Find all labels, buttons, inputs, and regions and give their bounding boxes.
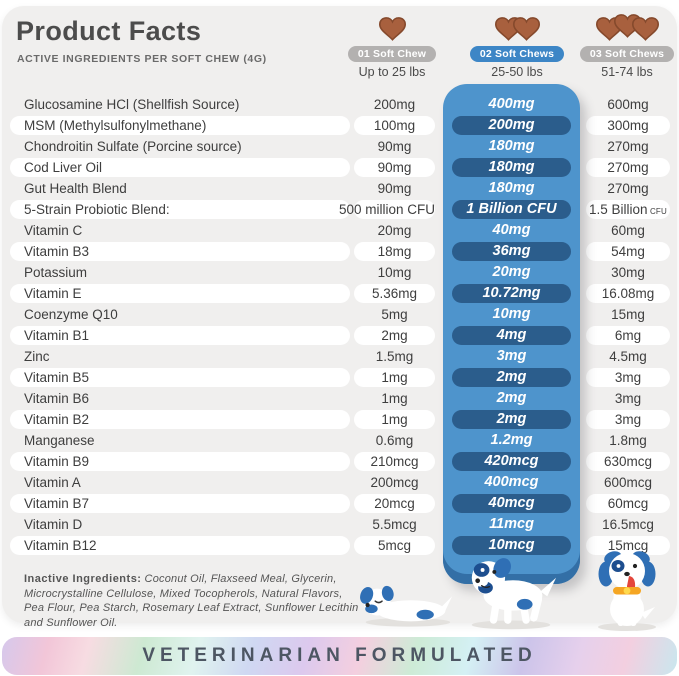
- ingredient-name: Vitamin B1: [24, 328, 90, 343]
- dose-value-col2: 10mcg: [488, 537, 535, 553]
- ingredient-name: Coenzyme Q10: [24, 307, 118, 322]
- dose-value-col1: 10mg: [377, 265, 412, 280]
- ingredient-name: Vitamin B2: [24, 412, 90, 427]
- dose-value-col1: 100mg: [373, 118, 416, 133]
- middle-dose-row: [443, 451, 580, 472]
- dose-value-col1: 1mg: [381, 391, 408, 406]
- dose-value-col3: 3mg: [614, 391, 642, 406]
- weight-range-01: Up to 25 lbs: [358, 65, 426, 79]
- dose-value-col2: 420mcg: [484, 453, 539, 469]
- dose-value-col3: 15mg: [611, 307, 645, 322]
- dose-value-col2: 200mg: [488, 117, 535, 133]
- dose-value-col3: 630mcg: [603, 454, 653, 469]
- dose-value-col2: 36mg: [492, 243, 531, 259]
- middle-dose-row: [443, 178, 580, 199]
- dose-value-col2: 4mg: [496, 327, 527, 343]
- middle-dose-row: [443, 262, 580, 283]
- dose-value-col1: 2mg: [381, 328, 408, 343]
- dose-value-col2: 20mg: [492, 264, 531, 280]
- dose-value-col1: 90mg: [377, 160, 412, 175]
- dose-value-col2: 400mcg: [484, 474, 539, 490]
- dose-value-col2: 1 Billion CFU: [466, 201, 557, 217]
- middle-dose-row: [443, 472, 580, 493]
- dose-value-col2: 2mg: [496, 369, 527, 385]
- dose-value-col3: 3mg: [614, 412, 642, 427]
- dose-value-col2: 11mcg: [489, 516, 534, 532]
- unit-small: CFU: [647, 207, 667, 216]
- dose-value-col3: 270mg: [607, 160, 649, 175]
- dose-value-col3: 60mcg: [607, 496, 649, 511]
- middle-dose-row: [443, 220, 580, 241]
- ingredient-name: Glucosamine HCl (Shellfish Source): [24, 97, 240, 112]
- ingredient-name: Vitamin E: [24, 286, 82, 301]
- page-title: Product Facts: [16, 16, 202, 46]
- dose-value-col1: 200mcg: [370, 475, 419, 490]
- ingredient-name: Vitamin B7: [24, 496, 90, 511]
- dose-value-col3: 300mg: [607, 118, 649, 133]
- banner-text: VETERINARIAN FORMULATED: [142, 645, 537, 666]
- dose-value-col3: 60mg: [611, 223, 645, 238]
- heart-chew-icon-group: [455, 14, 579, 44]
- dose-value-col1: 200mg: [373, 97, 416, 112]
- dose-value-col2: 40mcg: [488, 495, 535, 511]
- inactive-ingredients-text: Coconut Oil, Flaxseed Meal, Glycerin, Microcrystalline Cellulose, Mixed Tocopherols, Natural Flavors, Pea Flour, Pea Starch, Rosemary Leaf Extract, Sunflower Lecithin and Sunflower Oil.: [24, 573, 359, 629]
- dose-value-col1: 20mcg: [374, 496, 415, 511]
- ingredient-name: MSM (Methylsulfonylmethane): [24, 118, 207, 133]
- heart-chew-icon-group: [330, 14, 454, 44]
- dose-value-col2: 400mg: [488, 96, 535, 112]
- dose-column-header-01: [330, 14, 454, 79]
- sitting-dog-illustration: [591, 549, 663, 631]
- dose-value-col1: 90mg: [377, 139, 412, 154]
- middle-dose-row: [443, 325, 580, 346]
- veterinarian-formulated-banner: [2, 637, 677, 675]
- middle-dose-row: [443, 409, 580, 430]
- dose-value-col3: 6mg: [614, 328, 642, 343]
- dose-value-col1: 210mcg: [370, 454, 419, 469]
- weight-range-02: 25-50 lbs: [491, 65, 543, 79]
- dose-value-col1: 90mg: [377, 181, 412, 196]
- ingredient-name: 5-Strain Probiotic Blend:: [24, 202, 170, 217]
- middle-dose-row: [443, 94, 580, 115]
- dose-value-col1: 18mg: [377, 244, 412, 259]
- dose-value-col3: 270mg: [607, 139, 649, 154]
- dose-badge-02: 02 Soft Chews: [470, 46, 564, 62]
- dose-value-col1: 1mg: [381, 412, 408, 427]
- dose-value-col3: 270mg: [607, 181, 649, 196]
- middle-dose-row: [443, 430, 580, 451]
- inactive-ingredients-label: Inactive Ingredients:: [24, 573, 142, 585]
- ingredient-name: Potassium: [24, 265, 88, 280]
- dose-value-col2: 180mg: [488, 159, 535, 175]
- heart-chew-icon: [379, 17, 406, 41]
- dose-value-col3: 54mg: [611, 244, 645, 259]
- dose-badge-01: 01 Soft Chew: [348, 46, 436, 62]
- dose-value-col3: 16.08mg: [601, 286, 655, 301]
- ingredient-name: Chondroitin Sulfate (Porcine source): [24, 139, 242, 154]
- dose-value-col3: 1.5 Billion CFU: [588, 202, 667, 217]
- dose-value-col3: 30mg: [611, 265, 645, 280]
- heart-chew-icon: [632, 17, 659, 41]
- walking-dog-illustration: [462, 556, 560, 630]
- dose-value-col3: 600mg: [607, 97, 649, 112]
- middle-dose-row: [443, 115, 580, 136]
- ingredient-name: Vitamin C: [24, 223, 83, 238]
- middle-dose-row: [443, 535, 580, 556]
- dose-value-col1: 5.5mcg: [372, 517, 417, 532]
- page-subtitle: ACTIVE INGREDIENTS PER SOFT CHEW (4G): [17, 53, 267, 65]
- ingredient-name: Vitamin B3: [24, 244, 90, 259]
- dose-value-col2: 3mg: [496, 348, 527, 364]
- dose-value-col3: 4.5mg: [609, 349, 647, 364]
- ingredient-name: Cod Liver Oil: [24, 160, 103, 175]
- middle-dose-row: [443, 514, 580, 535]
- middle-dose-row: [443, 493, 580, 514]
- ingredient-name: Vitamin B12: [24, 538, 97, 553]
- dose-value-col1: 5mcg: [377, 538, 411, 553]
- dose-value-col1: 5.36mg: [371, 286, 418, 301]
- ingredient-name: Vitamin B9: [24, 454, 90, 469]
- middle-dose-row: [443, 283, 580, 304]
- dose-value-col2: 180mg: [488, 138, 535, 154]
- inactive-ingredients: [24, 572, 364, 630]
- dose-value-col2: 2mg: [496, 390, 527, 406]
- middle-dose-panel: [443, 84, 580, 584]
- dose-value-col1: 1.5mg: [375, 349, 414, 364]
- lying-dog-illustration: [358, 582, 454, 628]
- dose-value-col3: 600mcg: [603, 475, 653, 490]
- dose-column-header-02: [455, 14, 579, 79]
- dose-value-col1: 0.6mg: [375, 433, 414, 448]
- dose-value-col1: 5mg: [381, 307, 408, 322]
- ingredient-name: Vitamin B5: [24, 370, 90, 385]
- dose-value-col2: 2mg: [496, 411, 527, 427]
- middle-dose-row: [443, 199, 580, 220]
- heart-chew-icon: [513, 17, 540, 41]
- dose-value-col3: 16.5mcg: [602, 517, 654, 532]
- dose-badge-03: 03 Soft Chews: [580, 46, 674, 62]
- dose-value-col2: 10mg: [492, 306, 531, 322]
- dose-value-col2: 40mg: [492, 222, 531, 238]
- middle-dose-values: [443, 94, 580, 556]
- middle-dose-row: [443, 304, 580, 325]
- product-facts-card: [2, 6, 677, 629]
- middle-dose-row: [443, 136, 580, 157]
- dose-value-col1: 1mg: [381, 370, 408, 385]
- dose-value-col2: 180mg: [488, 180, 535, 196]
- middle-dose-row: [443, 241, 580, 262]
- weight-range-03: 51-74 lbs: [601, 65, 653, 79]
- dose-value-col1: 20mg: [377, 223, 412, 238]
- dose-value-col3: 1.8mg: [609, 433, 647, 448]
- dose-value-col1: 500 million CFU: [338, 202, 435, 217]
- middle-dose-row: [443, 157, 580, 178]
- heart-chew-icon-group: [565, 14, 679, 44]
- ingredient-name: Vitamin B6: [24, 391, 90, 406]
- dose-value-col2: 10.72mg: [482, 285, 541, 301]
- ingredient-name: Vitamin A: [24, 475, 81, 490]
- dose-value-col3: 3mg: [614, 370, 642, 385]
- ingredient-name: Gut Health Blend: [24, 181, 127, 196]
- ingredient-name: Zinc: [24, 349, 50, 364]
- ingredient-name: Manganese: [24, 433, 95, 448]
- dose-value-col2: 1.2mg: [490, 432, 533, 448]
- dose-column-header-03: [565, 14, 679, 79]
- middle-dose-row: [443, 367, 580, 388]
- ingredient-name: Vitamin D: [24, 517, 83, 532]
- middle-dose-row: [443, 346, 580, 367]
- dose-value-col3: 15mcg: [607, 538, 649, 553]
- middle-dose-row: [443, 388, 580, 409]
